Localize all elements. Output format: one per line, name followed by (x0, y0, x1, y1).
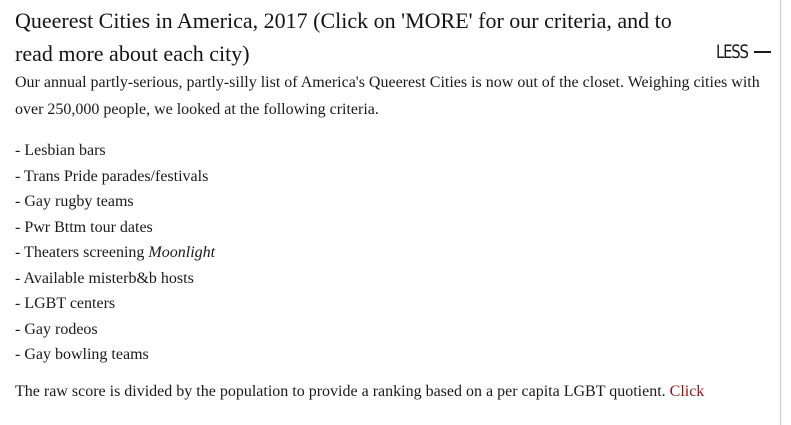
criteria-item: - Available misterb&b hosts (15, 269, 194, 287)
criteria-item: - Gay rodeos (15, 320, 98, 338)
movie-title: Moonlight (148, 244, 216, 261)
outro-paragraph (15, 380, 775, 404)
criteria-item: - LGBT centers (15, 295, 116, 312)
outro-text: The raw score is divided by the population to provide a ranking based on a per capita LGBT quotient. (15, 382, 670, 400)
article-title: Queerest Cities in America, 2017 (Click on 'MORE' for our criteria, and to read more about each city) (15, 8, 672, 66)
click-link[interactable]: Click (669, 382, 705, 400)
dash-icon (754, 51, 771, 53)
criteria-item: - Pwr Bttm tour dates (15, 218, 153, 236)
less-toggle-label: LESS (716, 41, 748, 63)
article-body (15, 69, 775, 404)
less-toggle-button[interactable] (716, 38, 771, 66)
criteria-item: - Gay rugby teams (15, 193, 134, 210)
criteria-list (15, 138, 775, 368)
criteria-item: - Theaters screening Moonlight (15, 244, 216, 261)
criteria-item: - Gay bowling teams (15, 346, 149, 363)
criteria-item: - Trans Pride parades/festivals (15, 167, 209, 185)
intro-paragraph: Our annual partly-serious, partly-silly list of America's Queerest Cities is now out of the closet. Weighing cities with over 250,000 people, we looked at the following criteria. (15, 74, 760, 118)
criteria-item: - Lesbian bars (15, 142, 106, 159)
